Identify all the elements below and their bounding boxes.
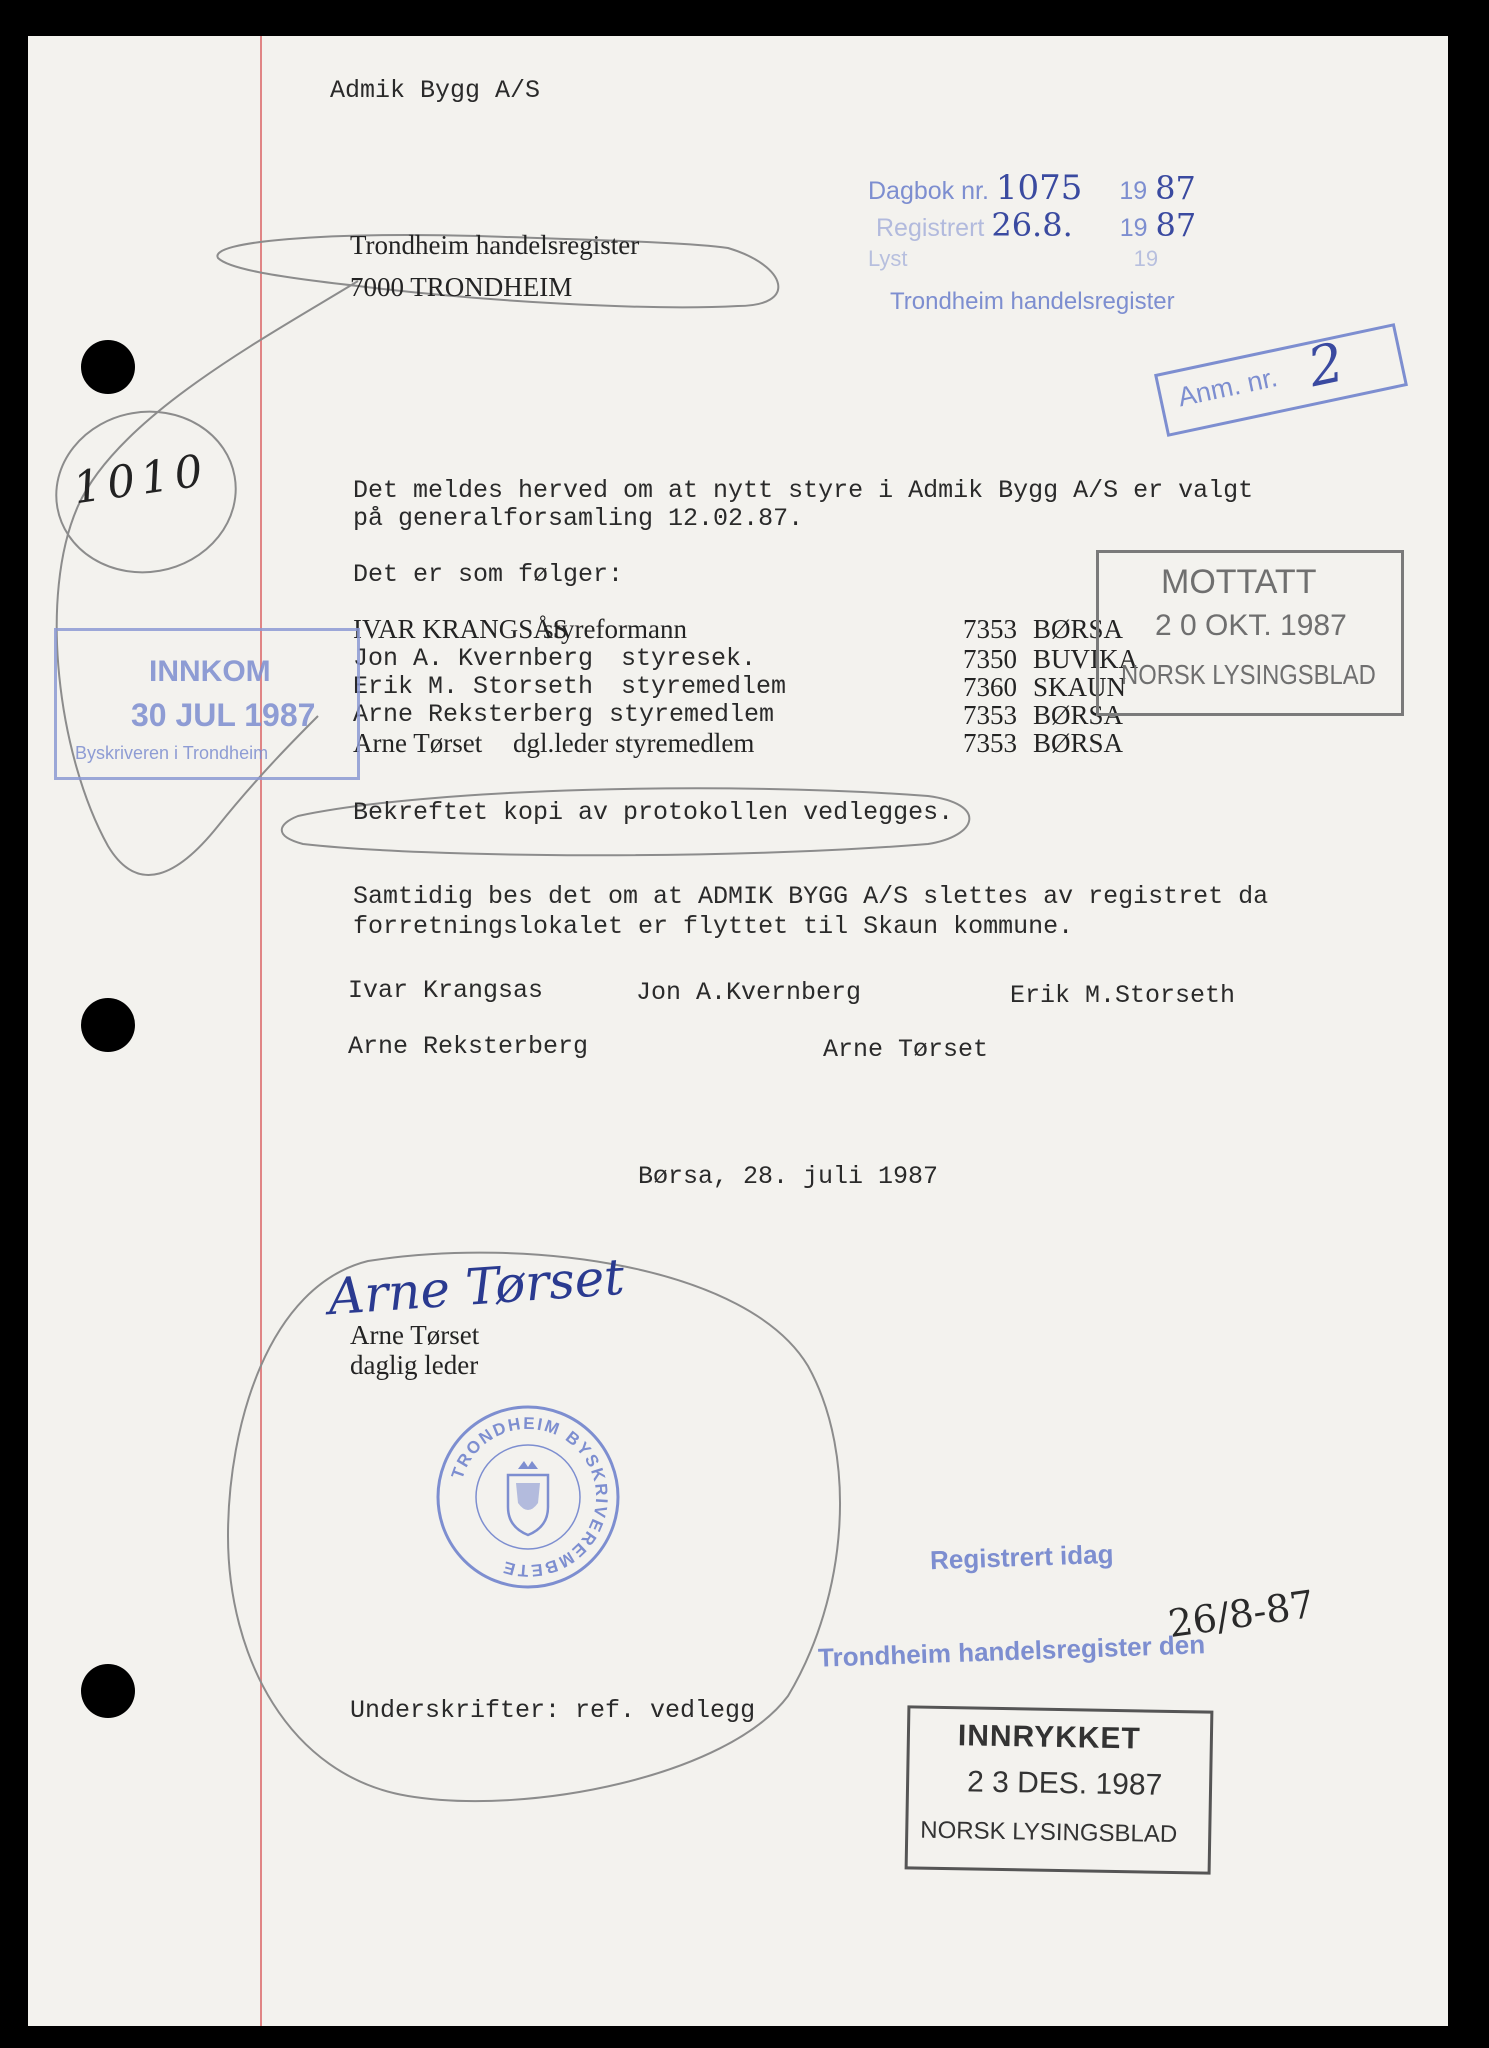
- member-postcode: 7360: [963, 672, 1017, 702]
- registrert-idag-stamp: [818, 1536, 1378, 1686]
- dagbok-label: Dagbok nr.: [868, 177, 989, 205]
- intro-line-2: på generalforsamling 12.02.87.: [353, 504, 804, 533]
- member-place: SKAUN: [1033, 672, 1127, 702]
- member-place: BØRSA: [1033, 728, 1124, 758]
- signatory-name: Jon A.Kvernberg: [636, 978, 862, 1007]
- signatures-reference: Underskrifter: ref. vedlegg: [350, 1696, 756, 1725]
- member-name: Jon A. Kvernberg: [353, 644, 594, 673]
- place-date: Børsa, 28. juli 1987: [638, 1162, 939, 1191]
- innkom-title: INNKOM: [149, 655, 271, 688]
- signatory-name: Erik M.Storseth: [1010, 981, 1236, 1010]
- recipient-address: 7000 TRONDHEIM: [350, 272, 573, 302]
- handwritten-number: 1010: [70, 444, 212, 515]
- member-postcode: 7353: [963, 614, 1017, 644]
- signer-name: Arne Tørset: [350, 1320, 480, 1350]
- member-role: styremedlem: [621, 672, 787, 701]
- registrert-label: Registrert: [876, 214, 985, 242]
- registrert-year-prefix: 19: [1119, 214, 1148, 242]
- innkom-footer: Byskriveren i Trondheim: [75, 743, 269, 763]
- signatory-name: Arne Reksterberg: [348, 1032, 589, 1061]
- dagbok-year-prefix: 19: [1119, 177, 1148, 205]
- member-name: IVAR KRANGSÅS: [353, 614, 568, 644]
- registrert-idag-date: 26/8-87: [1165, 1582, 1317, 1646]
- innrykket-date: 2 3 DES. 1987: [966, 1765, 1163, 1802]
- anm-label: Anm. nr.: [1175, 362, 1280, 413]
- member-name: Arne Tørset: [353, 728, 483, 758]
- signer-title: daglig leder: [350, 1350, 479, 1380]
- request-line-1: Samtidig bes det om at ADMIK BYGG A/S slettes av registret da: [353, 882, 1269, 911]
- signatory-name: Arne Tørset: [823, 1035, 989, 1064]
- member-place: BØRSA: [1033, 614, 1124, 644]
- registrert-date: 26.8.: [991, 206, 1073, 244]
- intro-line-1: Det meldes herved om at nytt styre i Admik Bygg A/S er valgt: [353, 476, 1254, 505]
- dagbok-stamp: [868, 158, 1308, 315]
- company-letterhead: Admik Bygg A/S: [330, 76, 541, 105]
- anm-number: 2: [1302, 330, 1350, 400]
- official-seal: [434, 1403, 622, 1591]
- dagbok-number: 1075: [995, 168, 1083, 208]
- member-role: styresek.: [621, 644, 757, 673]
- member-place: BUVIKA: [1033, 644, 1138, 674]
- dagbok-registry: Trondheim handelsregister: [890, 288, 1175, 315]
- pencil-markings: [28, 36, 1448, 2026]
- attachment-note: Bekreftet kopi av protokollen vedlegges.: [353, 798, 954, 827]
- innrykket-stamp: [905, 1705, 1214, 1874]
- list-heading: Det er som følger:: [353, 560, 624, 589]
- member-postcode: 7353: [963, 728, 1017, 758]
- handwritten-signature: Arne Tørset: [326, 1247, 627, 1327]
- member-postcode: 7350: [963, 644, 1017, 674]
- registrert-idag-title: Registrert idag: [929, 1538, 1114, 1576]
- lyst-label: Lyst: [868, 246, 908, 271]
- innkom-date: 30 JUL 1987: [131, 697, 316, 733]
- mottatt-title: MOTTATT: [1161, 563, 1317, 601]
- registrert-idag-registry: Trondheim handelsregister den: [817, 1629, 1206, 1673]
- member-name: Erik M. Storseth: [353, 672, 594, 701]
- recipient-name: Trondheim handelsregister: [350, 230, 640, 260]
- member-role: dgl.leder styremedlem: [513, 728, 755, 758]
- mottatt-stamp: [1096, 550, 1404, 716]
- mottatt-date: 2 0 OKT. 1987: [1155, 609, 1347, 642]
- dagbok-year-hand: 87: [1155, 169, 1196, 207]
- signatory-name: Ivar Krangsas: [348, 976, 544, 1005]
- innkom-stamp: [54, 628, 360, 780]
- seal-text: TRONDHEIM BYSKRIVEREMBETE: [447, 1413, 612, 1581]
- registrert-year-hand: 87: [1155, 206, 1197, 244]
- member-postcode: 7353: [963, 700, 1017, 730]
- member-role: styremedlem: [609, 700, 775, 729]
- member-role: styreformann: [543, 614, 687, 644]
- document-page: [28, 36, 1448, 2026]
- member-name: Arne Reksterberg: [353, 700, 594, 729]
- member-place: BØRSA: [1033, 700, 1124, 730]
- request-line-2: forretningslokalet er flyttet til Skaun kommune.: [353, 912, 1074, 941]
- innrykket-title: INNRYKKET: [957, 1719, 1142, 1756]
- mottatt-footer: NORSK LYSINGSBLAD: [1121, 659, 1376, 690]
- lyst-year: 19: [1133, 246, 1159, 271]
- pencil-long-loop: [57, 281, 358, 875]
- innrykket-footer: NORSK LYSINGSBLAD: [920, 1816, 1178, 1849]
